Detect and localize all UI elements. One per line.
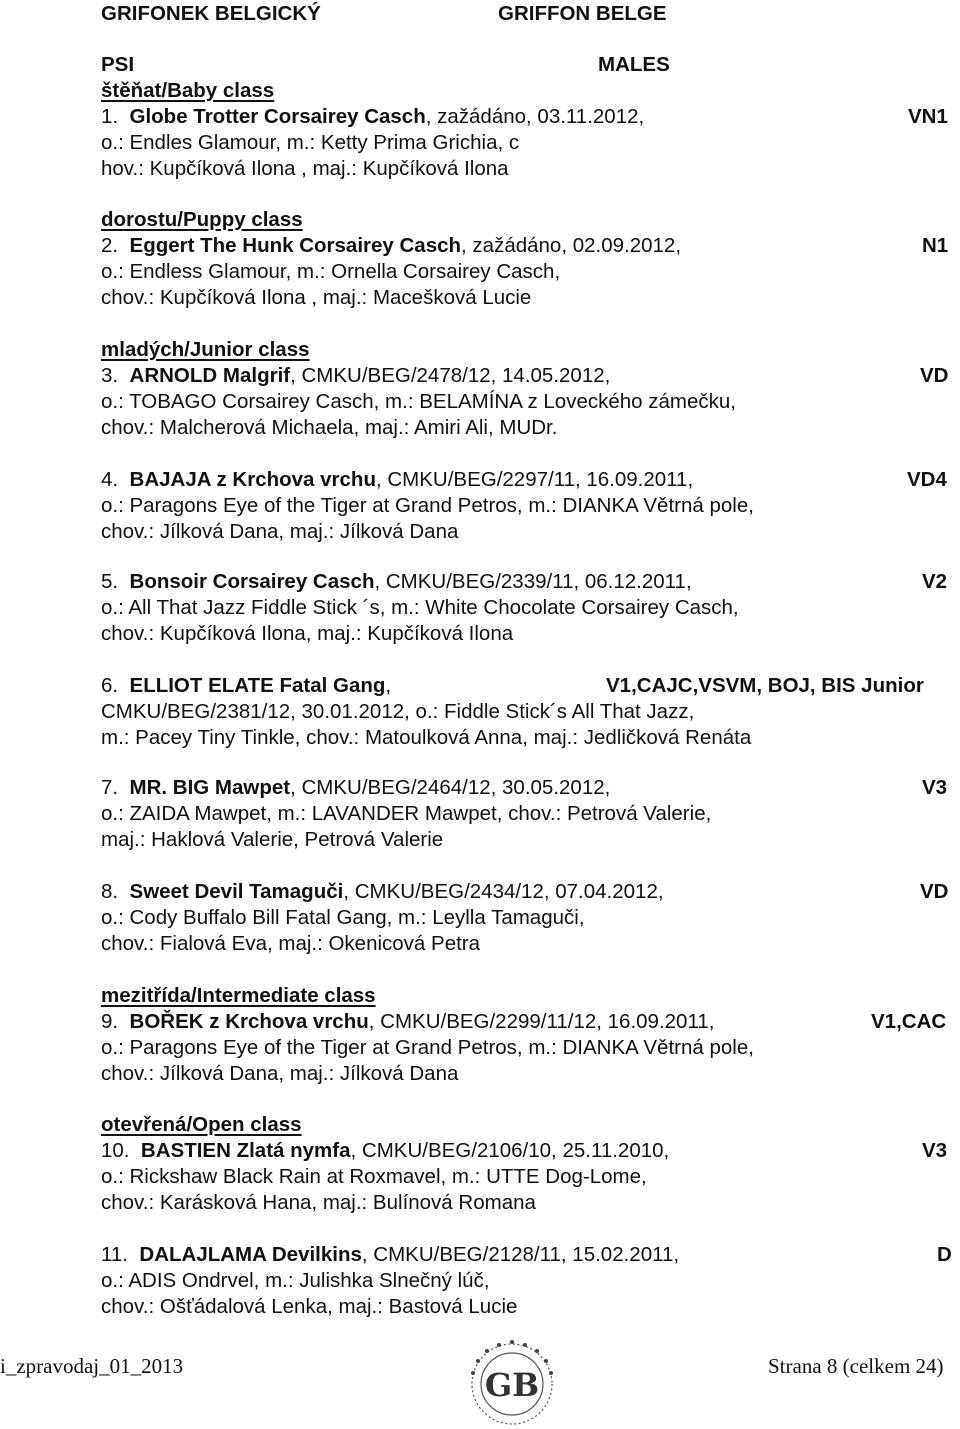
registration-line: CMKU/BEG/2381/12, 30.01.2012, o.: Fiddle Stick´s All That Jazz, — [101, 700, 695, 723]
result: VD — [920, 364, 949, 387]
result: VD — [920, 880, 949, 903]
owners-line: chov.: Kupčíková Ilona , maj.: Macešková Lucie — [101, 286, 532, 309]
entry-line-9: 9. BOŘEK z Krchova vrchu, CMKU/BEG/2299/11/12, 16.09.2011, — [101, 1010, 715, 1033]
result: N1 — [922, 234, 949, 257]
parents-line: o.: Endless Glamour, m.: Ornella Corsairey Casch, — [101, 260, 561, 283]
entry-line-4: 4. BAJAJA z Krchova vrchu, CMKU/BEG/2297/11, 16.09.2011, — [101, 468, 694, 491]
result: D — [937, 1243, 952, 1266]
entry-line-11: 11. DALAJLAMA Devilkins, CMKU/BEG/2128/11, 15.02.2011, — [101, 1243, 680, 1266]
parents-line: o.: TOBAGO Corsairey Casch, m.: BELAMÍNA z Loveckého zámečku, — [101, 390, 736, 413]
parents-line: o.: All That Jazz Fiddle Stick ´s, m.: White Chocolate Corsairey Casch, — [101, 596, 739, 619]
result: V3 — [922, 776, 948, 799]
entry-line-7: 7. MR. BIG Mawpet, CMKU/BEG/2464/12, 30.05.2012, — [101, 776, 611, 799]
owners-line: m.: Pacey Tiny Tinkle, chov.: Matoulková Anna, maj.: Jedličková Renáta — [101, 726, 752, 749]
dog-name: Eggert The Hunk Corsairey Casch — [129, 234, 462, 257]
dog-name: Bonsoir Corsairey Casch — [129, 570, 375, 593]
result: V2 — [922, 570, 948, 593]
breed-name-fr: GRIFFON BELGE — [498, 2, 667, 25]
sex-label-en: MALES — [598, 53, 670, 76]
result: V1,CAJC,VSVM, BOJ, BIS Junior — [606, 674, 924, 697]
owners-line: chov.: Ošťádalová Lenka, maj.: Bastová Lucie — [101, 1295, 518, 1318]
breed-name-cz: GRIFONEK BELGICKÝ — [101, 2, 321, 25]
class-heading-puppy: dorostu/Puppy class — [101, 208, 303, 231]
owners-line: chov.: Jílková Dana, maj.: Jílková Dana — [101, 1062, 459, 1085]
parents-line: o.: Cody Buffalo Bill Fatal Gang, m.: Leylla Tamaguči, — [101, 906, 585, 929]
club-logo-icon — [463, 1338, 561, 1428]
owners-line: chov.: Malcherová Michaela, maj.: Amiri Ali, MUDr. — [101, 416, 558, 439]
result: VD4 — [907, 468, 947, 491]
owners-line: chov.: Jílková Dana, maj.: Jílková Dana — [101, 520, 459, 543]
parents-line: o.: ZAIDA Mawpet, m.: LAVANDER Mawpet, chov.: Petrová Valerie, — [101, 802, 712, 825]
dog-name: MR. BIG Mawpet — [129, 776, 291, 799]
dog-name: Sweet Devil Tamaguči — [129, 880, 344, 903]
dog-name: BOŘEK z Krchova vrchu — [129, 1010, 369, 1033]
entry-line-6: 6. ELLIOT ELATE Fatal Gang, — [101, 674, 392, 697]
result: V1,CAC — [871, 1010, 947, 1033]
footer-publication: i_zpravodaj_01_2013 — [0, 1354, 184, 1378]
parents-line: o.: Paragons Eye of the Tiger at Grand Petros, m.: DIANKA Větrná pole, — [101, 1036, 754, 1059]
owners-line: chov.: Kupčíková Ilona, maj.: Kupčíková Ilona — [101, 622, 514, 645]
owners-line: chov.: Karásková Hana, maj.: Bulínová Romana — [101, 1191, 536, 1214]
parents-line: o.: Endles Glamour, m.: Ketty Prima Grichia, c — [101, 131, 520, 154]
owners-line: maj.: Haklová Valerie, Petrová Valerie — [101, 828, 444, 851]
class-heading-baby: štěňat/Baby class — [101, 79, 275, 102]
dog-name: ARNOLD Malgrif — [129, 364, 291, 387]
dog-name: DALAJLAMA Devilkins — [139, 1243, 362, 1266]
dog-name: Globe Trotter Corsairey Casch — [129, 105, 426, 128]
footer-page-number: Strana 8 (celkem 24) — [768, 1354, 944, 1378]
parents-line: o.: Rickshaw Black Rain at Roxmavel, m.: UTTE Dog-Lome, — [101, 1165, 647, 1188]
parents-line: o.: Paragons Eye of the Tiger at Grand Petros, m.: DIANKA Větrná pole, — [101, 494, 754, 517]
class-heading-junior: mladých/Junior class — [101, 338, 310, 361]
parents-line: o.: ADIS Ondrvel, m.: Julishka Slnečný lúč, — [101, 1269, 490, 1292]
owners-line: chov.: Fialová Eva, maj.: Okenicová Petra — [101, 932, 481, 955]
entry-line-8: 8. Sweet Devil Tamaguči, CMKU/BEG/2434/12, 07.04.2012, — [101, 880, 664, 903]
sex-label-cz: PSI — [101, 53, 135, 76]
entry-line-3: 3. ARNOLD Malgrif, CMKU/BEG/2478/12, 14.05.2012, — [101, 364, 611, 387]
owners-line: hov.: Kupčíková Ilona , maj.: Kupčíková Ilona — [101, 157, 509, 180]
entry-line-1: 1. Globe Trotter Corsairey Casch, zažádáno, 03.11.2012, — [101, 105, 645, 128]
class-heading-open: otevřená/Open class — [101, 1113, 302, 1136]
entry-line-10: 10. BASTIEN Zlatá nymfa, CMKU/BEG/2106/10, 25.11.2010, — [101, 1139, 670, 1162]
dog-name: ELLIOT ELATE Fatal Gang — [129, 674, 386, 697]
result: V3 — [922, 1139, 948, 1162]
entry-line-2: 2. Eggert The Hunk Corsairey Casch, zažádáno, 02.09.2012, — [101, 234, 682, 257]
result: VN1 — [908, 105, 948, 128]
entry-line-5: 5. Bonsoir Corsairey Casch, CMKU/BEG/2339/11, 06.12.2011, — [101, 570, 692, 593]
dog-name: BAJAJA z Krchova vrchu — [129, 468, 376, 491]
class-heading-intermediate: mezitřída/Intermediate class — [101, 984, 376, 1007]
logo-text: GB — [484, 1366, 540, 1404]
dog-name: BASTIEN Zlatá nymfa — [140, 1139, 351, 1162]
